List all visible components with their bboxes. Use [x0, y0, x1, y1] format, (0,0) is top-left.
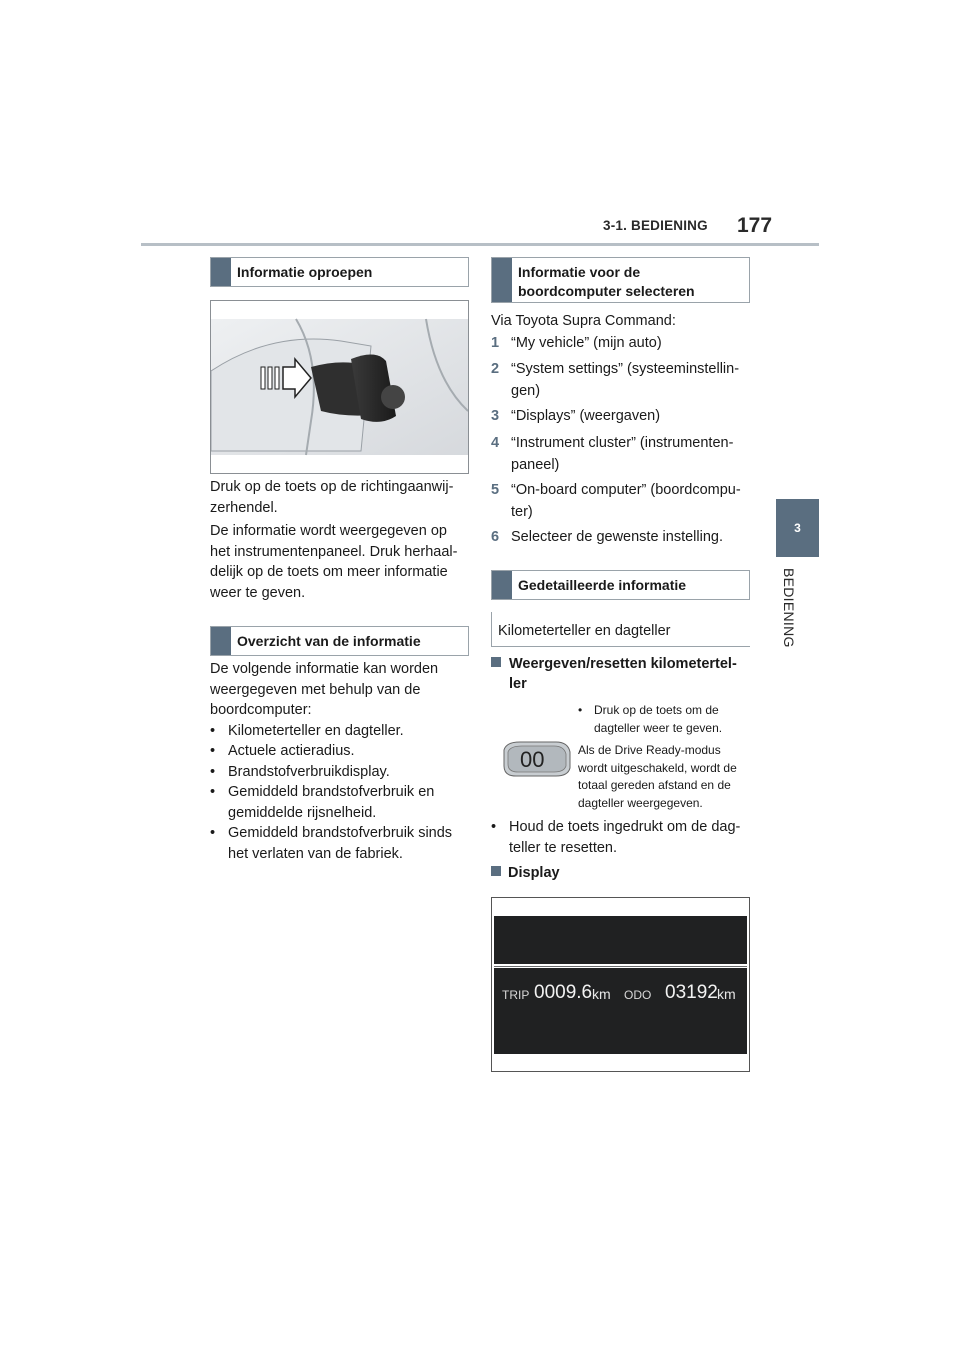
chapter-label: BEDIENING — [781, 568, 797, 648]
heading-text: Informatie voor de boordcomputer selecteren — [518, 264, 695, 299]
turn-signal-lever-illustration — [210, 300, 469, 474]
paragraph-press-button: Druk op de toets op de richtingaanwij- zerhendel. — [210, 479, 454, 516]
heading-accent-bar — [492, 258, 512, 302]
overview-list: • Kilometerteller en dagteller. • Actuele actieradius. • Brandstofverbruikdisplay. • Gemiddeld brandstofverbruik en gemiddelde rijsnelheid. • Gemiddeld brandstofverbruik sinds het verlaten van de fabriek. — [210, 723, 453, 862]
display-readout-band — [494, 968, 747, 1054]
button-label: 00 — [520, 747, 545, 772]
square-bullet-icon — [491, 866, 501, 876]
section-title: 3-1. BEDIENING — [603, 218, 708, 233]
display-top-band — [494, 916, 747, 964]
subhead-weergeven: Weergeven/resetten kilometertel- ler — [491, 654, 753, 674]
heading-text: Gedetailleerde informatie — [518, 577, 687, 593]
paragraph-info-shown: De informatie wordt weergegeven op het instrumentenpaneel. Druk herhaal- delijk op de toets om meer informatie weer te geven. — [210, 523, 458, 601]
odo-label: ODO — [624, 988, 652, 1002]
page-number: 177 — [737, 214, 773, 237]
cluster-display-illustration — [491, 897, 750, 1072]
chapter-tab: 3 — [776, 499, 819, 557]
odo-unit: km — [717, 986, 736, 1002]
display-divider — [494, 966, 747, 967]
lever-drawing — [211, 301, 468, 473]
note-drive-ready: Als de Drive Ready-modus wordt uitgeschakeld, wordt de totaal gereden afstand en de dagteller weergegeven. — [578, 743, 737, 810]
heading-accent-bar — [492, 571, 512, 599]
heading-informatie-oproepen — [210, 257, 469, 287]
heading-gedetailleerd — [491, 570, 750, 600]
trip-value: 0009.6 — [534, 982, 593, 1003]
subtitle-box — [491, 612, 750, 647]
subtitle-text: Kilometerteller en dagteller — [498, 623, 671, 639]
heading-selecteren — [491, 257, 750, 303]
square-bullet-icon — [491, 657, 501, 667]
header-divider — [141, 243, 819, 246]
heading-accent-bar — [211, 258, 231, 286]
trip-unit: km — [592, 986, 611, 1002]
command-intro: Via Toyota Supra Command: — [491, 313, 676, 329]
trip-label: TRIP — [502, 988, 530, 1002]
trip-reset-button-illustration — [500, 738, 572, 778]
heading-accent-bar — [211, 627, 231, 655]
reset-note: • Houd de toets ingedrukt om de dag- teller te resetten. — [491, 819, 741, 856]
heading-text: Overzicht van de informatie — [237, 633, 421, 649]
odo-value: 03192 — [665, 982, 718, 1003]
steps-list: 1 “My vehicle” (mijn auto) 2 “System settings” (systeeminstellin- gen) 3 “Displays” (weergaven) 4 “Instrument cluster” (instrumenten- paneel) 5 “On-board computer” (boordcompu- ter) 6 Selecteer de gewenste instelling. — [491, 335, 741, 545]
subhead-display: Display — [491, 863, 753, 883]
paragraph-overview-intro: De volgende informatie kan worden weergegeven met behulp van de boordcomputer: — [210, 661, 439, 718]
heading-overzicht — [210, 626, 469, 656]
heading-text: Informatie oproepen — [237, 264, 373, 280]
